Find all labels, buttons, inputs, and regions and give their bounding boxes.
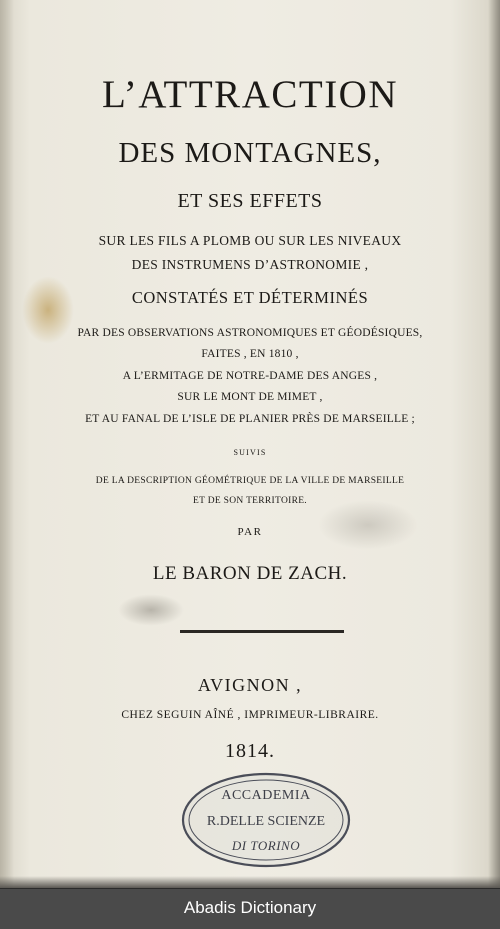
author-name: LE BARON DE ZACH.	[152, 563, 348, 584]
subtitle-line-3: CONSTATÉS ET DÉTERMINÉS	[131, 288, 369, 307]
imprint-city: AVIGNON ,	[197, 675, 303, 695]
subtitle-line-1: SUR LES FILS A PLOMB OU SUR LES NIVEAUX	[98, 233, 402, 248]
watermark-label: Abadis Dictionary	[183, 898, 317, 917]
ink-smudge	[118, 594, 184, 626]
suivis-label: SUIVIS	[233, 448, 267, 457]
library-stamp	[180, 770, 352, 870]
detail-line: FAITES , EN 1810 ,	[201, 348, 299, 360]
ink-smudge	[318, 500, 418, 550]
detail-line: SUR LE MONT DE MIMET ,	[177, 391, 323, 403]
detail-line: PAR DES OBSERVATIONS ASTRONOMIQUES ET GÉODÉSIQUES,	[77, 327, 423, 339]
by-label: PAR	[237, 526, 263, 538]
stamp-line-2: R.DELLE SCIENZE	[206, 814, 326, 829]
imprint-year: 1814.	[225, 740, 275, 762]
description-line: ET DE SON TERRITOIRE.	[193, 496, 307, 506]
stamp-line-3: DI TORINO	[231, 838, 301, 853]
subtitle-line-2: DES INSTRUMENS D’ASTRONOMIE ,	[131, 257, 369, 272]
stamp-line-1: ACCADEMIA	[221, 788, 311, 803]
description-line: DE LA DESCRIPTION GÉOMÉTRIQUE DE LA VILLE DE MARSEILLE	[95, 476, 405, 486]
divider-rule	[180, 630, 344, 633]
page-bottom-edge	[0, 876, 500, 888]
title-line-3: ET SES EFFETS	[177, 190, 323, 212]
title-line-1: L’ATTRACTION	[101, 73, 399, 116]
watermark-bar	[0, 888, 500, 929]
imprint-printer: CHEZ SEGUIN AÎNÉ , IMPRIMEUR-LIBRAIRE.	[121, 709, 379, 721]
detail-line: A L’ERMITAGE DE NOTRE-DAME DES ANGES ,	[122, 370, 378, 382]
title-line-2: DES MONTAGNES,	[118, 137, 382, 169]
detail-line: ET AU FANAL DE L’ISLE DE PLANIER PRÈS DE MARSEILLE ;	[85, 413, 415, 425]
